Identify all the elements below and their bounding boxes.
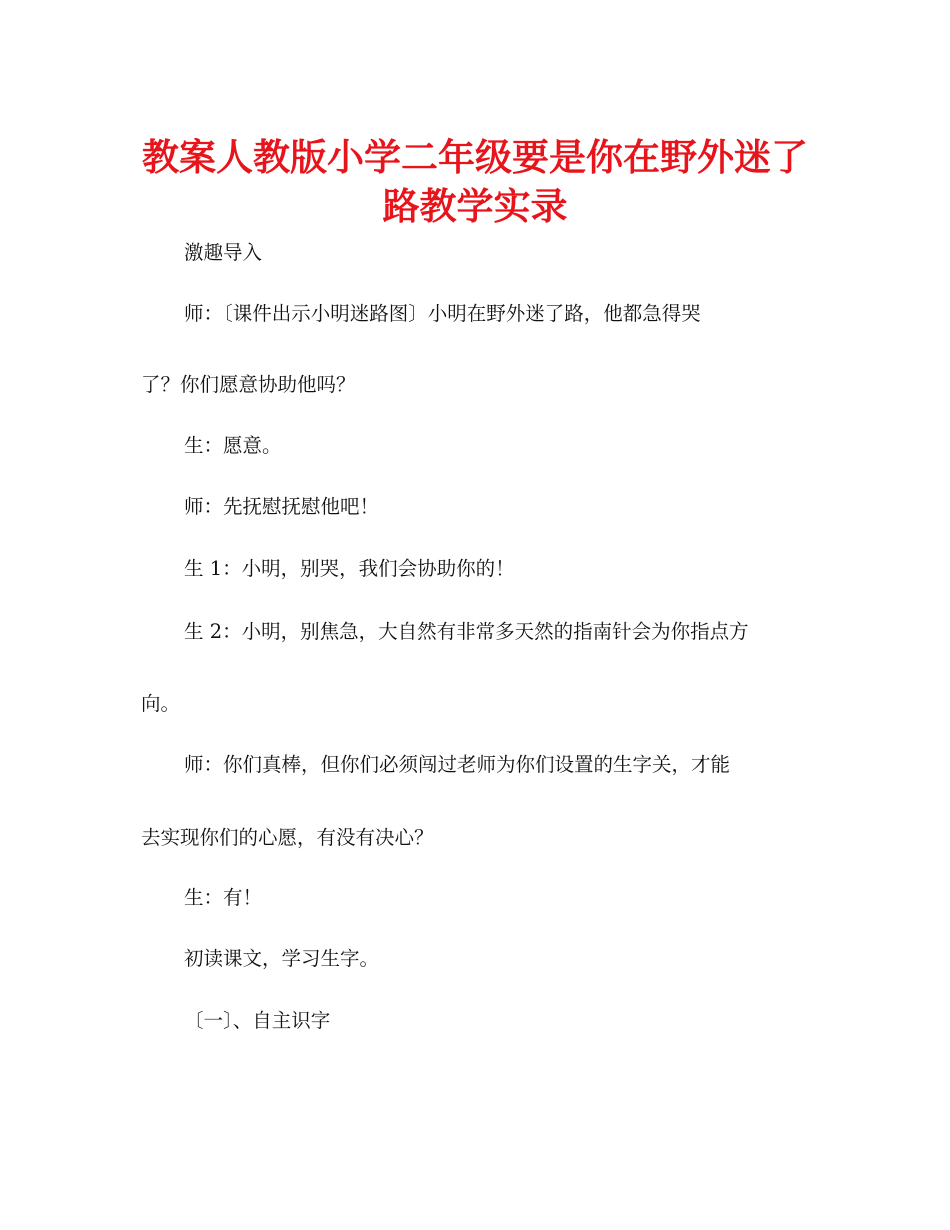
document-title-line-1: 教案人教版小学二年级要是你在野外迷了	[142, 136, 808, 179]
paragraph-line: 生 1：小明，别哭，我们会协助你的！	[184, 557, 515, 580]
paragraph-line: 师：〔课件出示小明迷路图〕小明在野外迷了路，他都急得哭	[184, 302, 701, 325]
paragraph-line: 生：有！	[184, 886, 263, 909]
section-heading-intro: 激趣导入	[184, 241, 263, 264]
document-title-line-2: 路教学实录	[382, 185, 568, 228]
paragraph-line-continuation: 了？你们愿意协助他吗？	[141, 373, 356, 396]
paragraph-line-continuation: 去实现你们的心愿，有没有决心？	[141, 826, 434, 849]
paragraph-line-continuation: 向。	[141, 692, 181, 715]
section-heading-reading: 初读课文，学习生字。	[184, 947, 380, 970]
paragraph-line: 生 2：小明，别焦急，大自然有非常多天然的指南针会为你指点方	[184, 620, 749, 643]
paragraph-line: 师：你们真棒，但你们必须闯过老师为你们设置的生字关，才能	[184, 753, 731, 776]
paragraph-line: 师：先抚慰抚慰他吧！	[184, 495, 380, 518]
subsection-heading: 〔一〕、自主识字	[184, 1009, 331, 1032]
paragraph-line: 生：愿意。	[184, 434, 282, 457]
